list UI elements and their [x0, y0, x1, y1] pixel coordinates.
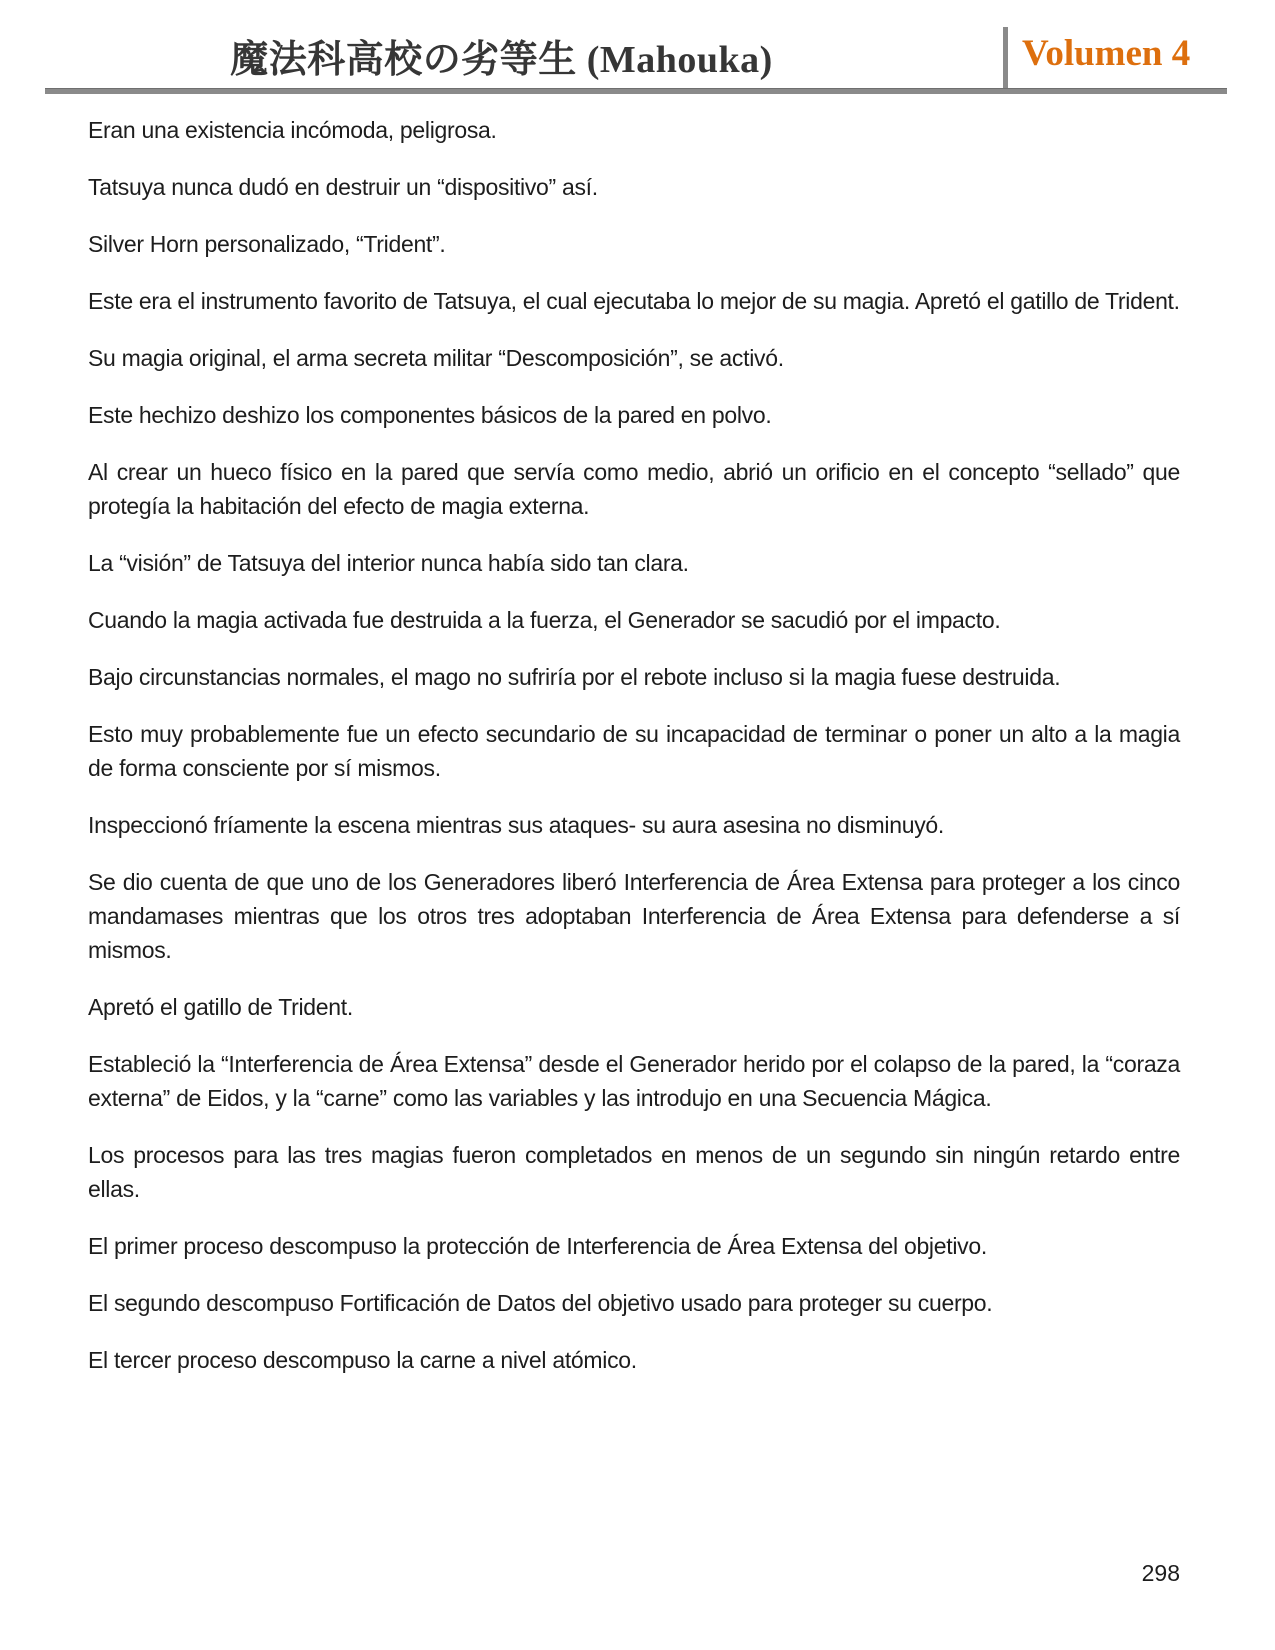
- paragraph: Se dio cuenta de que uno de los Generadores liberó Interferencia de Área Extensa para proteger a los cinco mandamases mientras que los otros tres adoptaban Interferencia de Área Extensa para defenderse a sí mismos.: [88, 869, 1180, 963]
- paragraph: Bajo circunstancias normales, el mago no sufriría por el rebote incluso si la magia fuese destruida.: [88, 664, 1061, 690]
- paragraph: El segundo descompuso Fortificación de Datos del objetivo usado para proteger su cuerpo.: [88, 1290, 993, 1316]
- paragraph: Apretó el gatillo de Trident.: [88, 994, 353, 1020]
- paragraph: Su magia original, el arma secreta militar “Descomposición”, se activó.: [88, 345, 784, 371]
- volume-label: Volumen 4: [1022, 33, 1191, 74]
- paragraph: Este hechizo deshizo los componentes básicos de la pared en polvo.: [88, 402, 772, 428]
- paragraph: Cuando la magia activada fue destruida a la fuerza, el Generador se sacudió por el impacto.: [88, 607, 1001, 633]
- paragraph: Inspeccionó fríamente la escena mientras sus ataques- su aura asesina no disminuyó.: [88, 812, 944, 838]
- header-vertical-divider: [1003, 27, 1008, 93]
- header-horizontal-rule: [45, 88, 1227, 94]
- paragraph: Tatsuya nunca dudó en destruir un “dispositivo” así.: [88, 174, 598, 200]
- paragraph: Esto muy probablemente fue un efecto secundario de su incapacidad de terminar o poner un alto a la magia de forma consciente por sí mismos.: [88, 721, 1180, 781]
- paragraph: Al crear un hueco físico en la pared que servía como medio, abrió un orificio en el concepto “sellado” que protegía la habitación del efecto de magia externa.: [88, 459, 1180, 519]
- paragraph: El tercer proceso descompuso la carne a nivel atómico.: [88, 1347, 637, 1373]
- paragraph: Este era el instrumento favorito de Tatsuya, el cual ejecutaba lo mejor de su magia. Apretó el gatillo de Trident.: [88, 288, 1180, 314]
- document-title: 魔法科高校の劣等生 (Mahouka): [230, 39, 773, 81]
- page-number: 298: [1141, 1560, 1180, 1586]
- paragraph: Eran una existencia incómoda, peligrosa.: [88, 117, 497, 143]
- body-text: [88, 113, 1180, 1400]
- paragraph: El primer proceso descompuso la protección de Interferencia de Área Extensa del objetivo.: [88, 1233, 987, 1259]
- paragraph: Estableció la “Interferencia de Área Extensa” desde el Generador herido por el colapso de la pared, la “coraza externa” de Eidos, y la “carne” como las variables y las introdujo en una Secuencia Mágica.: [88, 1051, 1180, 1111]
- paragraph: Los procesos para las tres magias fueron completados en menos de un segundo sin ningún retardo entre ellas.: [88, 1142, 1180, 1202]
- page-header: [0, 0, 1275, 95]
- paragraph: Silver Horn personalizado, “Trident”.: [88, 231, 446, 257]
- paragraph: La “visión” de Tatsuya del interior nunca había sido tan clara.: [88, 550, 689, 576]
